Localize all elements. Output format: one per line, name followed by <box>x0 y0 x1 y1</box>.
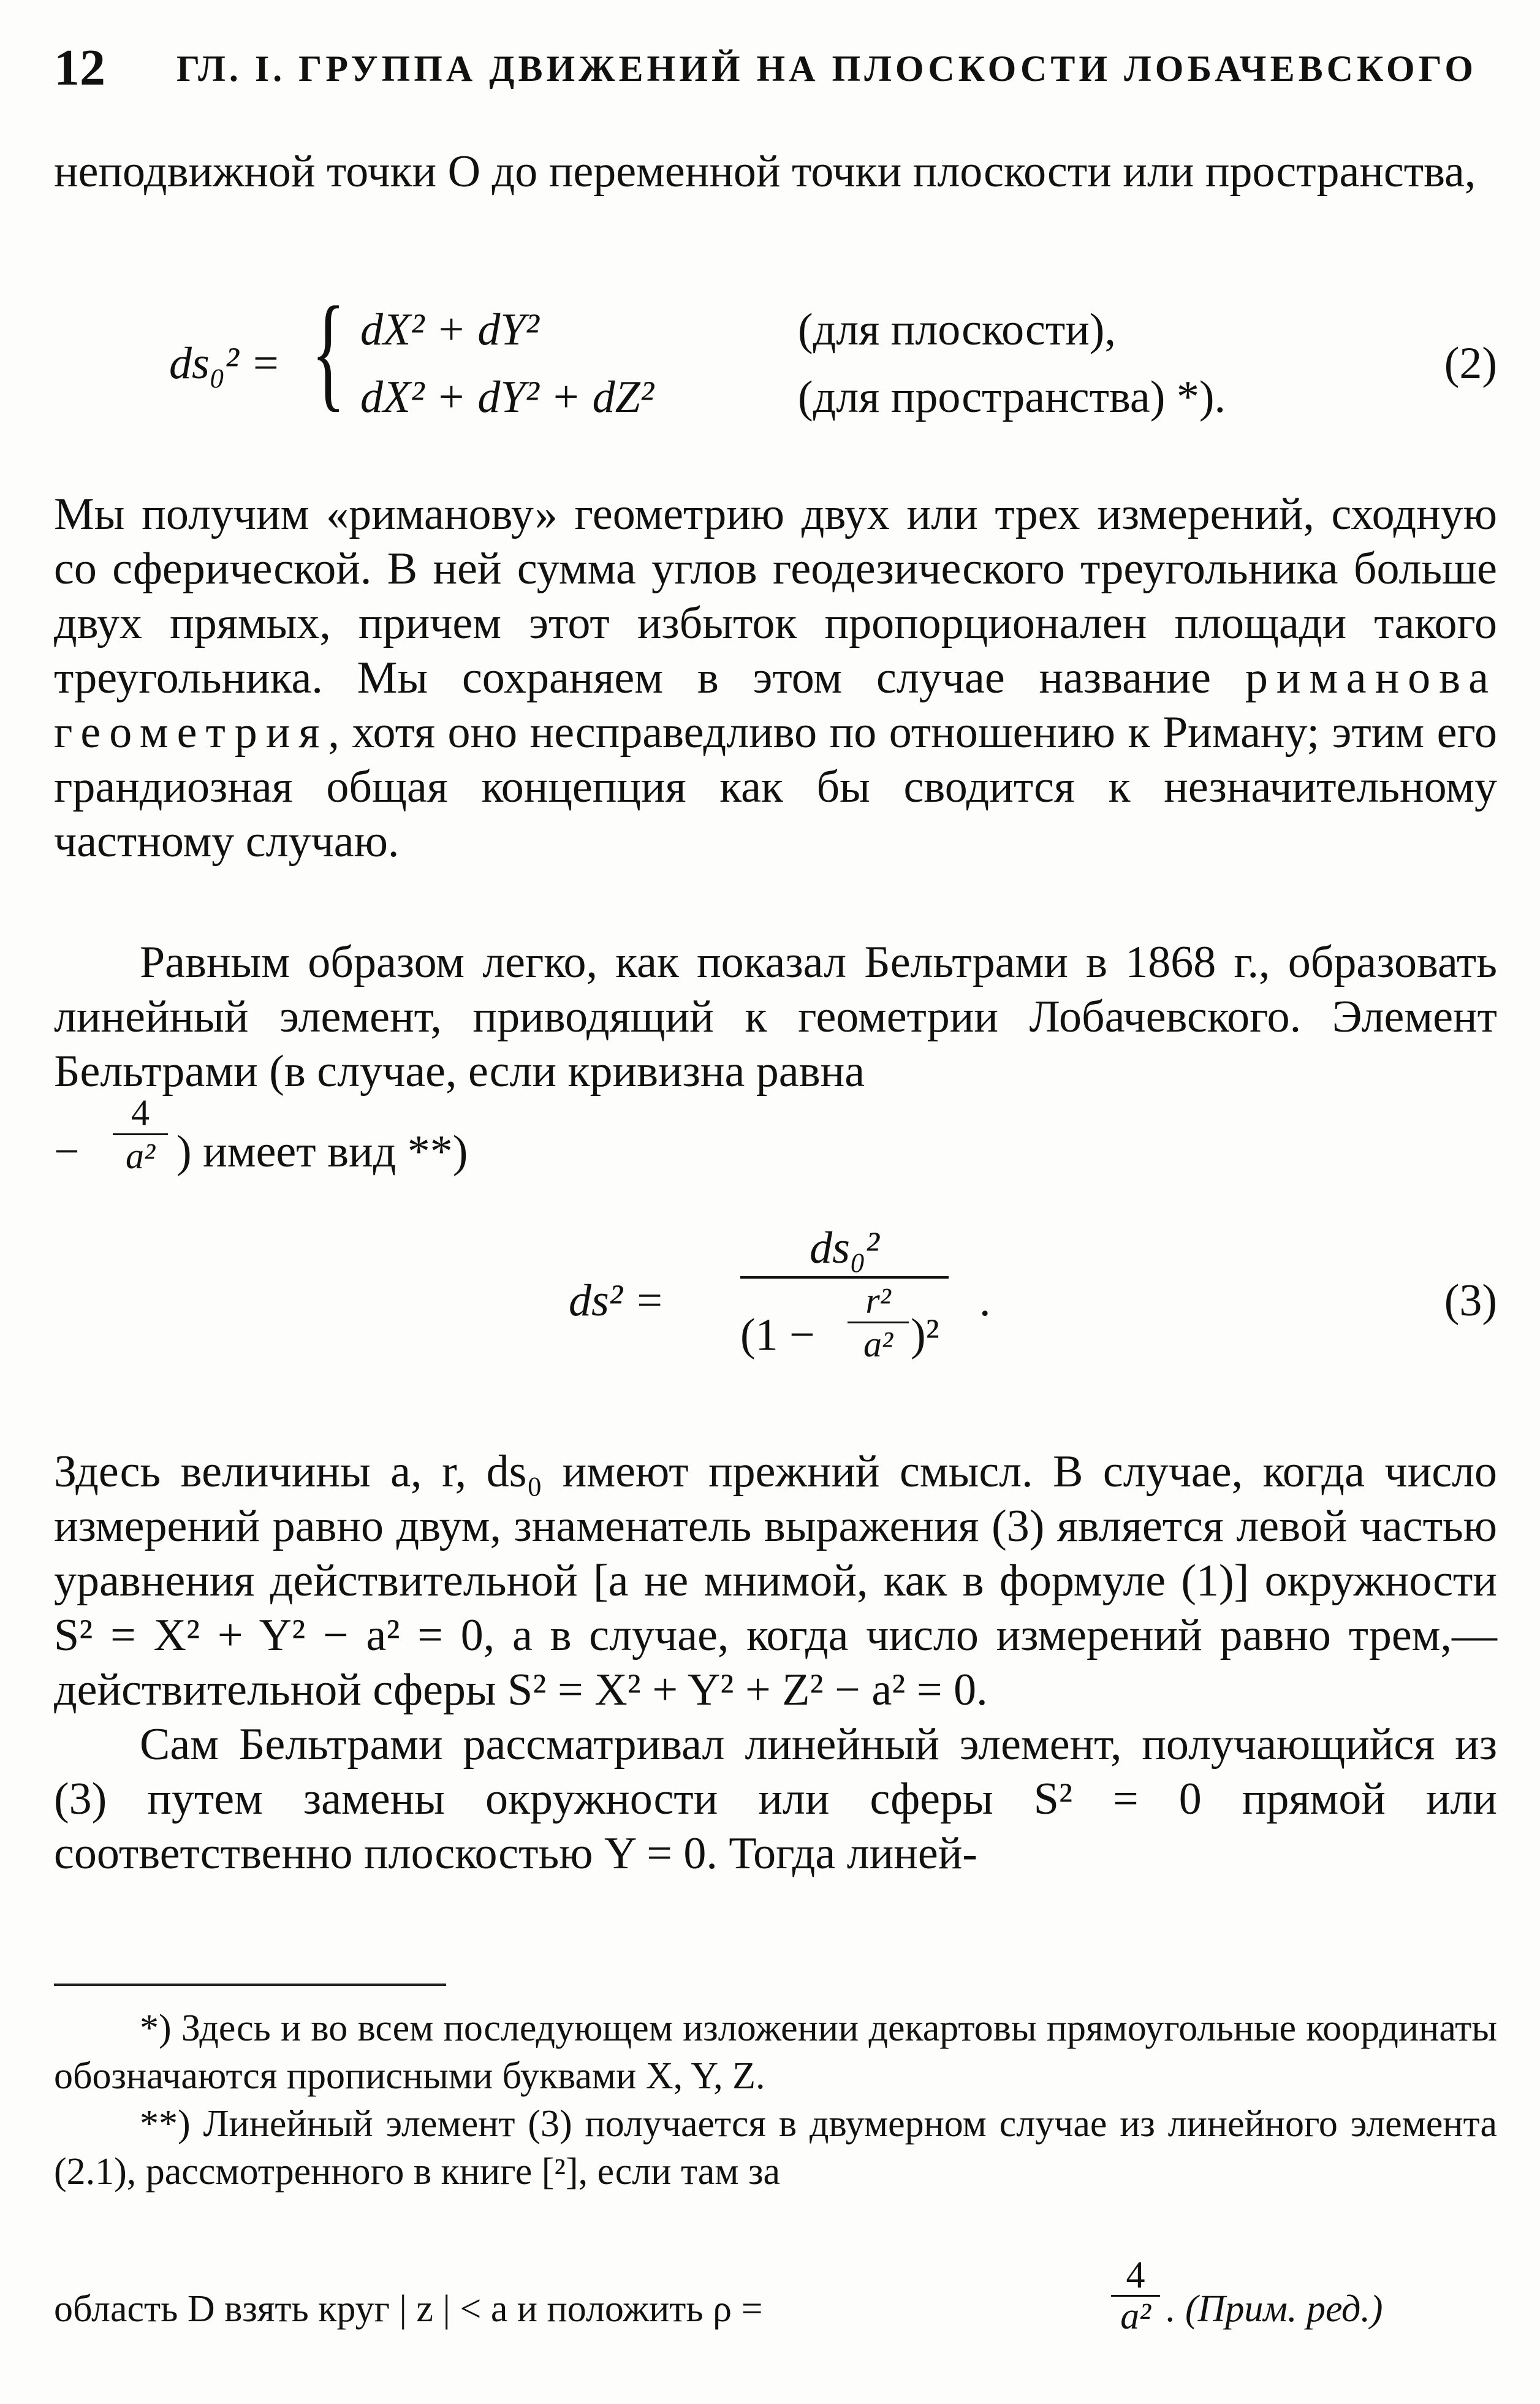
paragraph-2-spaced-term: риманова геометрия <box>54 653 1497 758</box>
paragraph-3 <box>54 935 1497 1184</box>
eq3-fraction <box>716 1220 973 1383</box>
paragraph-2-text-b: , хотя оно несправедливо по отношению к Риману; этим его грандиозная общая концепция как бы сводится к незначительному частному случаю. <box>54 707 1497 867</box>
paragraph-4-text: Здесь величины a, r, ds₀ имеют прежний смысл. В случае, когда число измерений равно двум, знаменатель выражения (3) является левой частью уравнения действительной [а не мнимой, как в формуле (1)] окружности S² = X² + Y² − a² = 0, а в случае, когда число измерений равно трем,— действительной сферы S² = X² + Y² + Z² − a² = 0. <box>54 1447 1497 1715</box>
footnote-2-frac-num: 4 <box>1126 2254 1145 2296</box>
eq2-line2-note: (для пространства) *). <box>798 372 1226 422</box>
eq3-den-frac-den: a² <box>863 1324 893 1364</box>
curvature-fraction <box>113 1092 168 1177</box>
footnote-2-last-text: область D взять круг | z | < a и положить ρ = <box>54 2288 763 2330</box>
eq2-number: (2) <box>1444 338 1497 389</box>
paragraph-1-text: неподвижной точки O до переменной точки плоскости или пространства, <box>54 146 1476 197</box>
paragraph-3-text: Равным образом легко, как показал Бельтрами в 1868 г., образовать линейный элемент, приводящий к геометрии Лобачевского. Элемент Бельтрами (в случае, если кривизна равна <box>54 937 1497 1097</box>
footnotes <box>54 2004 1497 2196</box>
footnote-2-fraction <box>1111 2256 1160 2336</box>
paragraph-5-text: Сам Бельтрами рассматривал линейный элемент, получающийся из (3) путем замены окружности или сферы S² = 0 прямой или соответственно плоскостью Y = 0. Тогда линей- <box>54 1719 1497 1879</box>
eq3-den-right: )² <box>911 1310 939 1360</box>
eq3-lhs: ds² = <box>569 1276 665 1326</box>
paragraph-2-text-a: Мы получим «риманову» геометрию двух или трех измерений, сходную со сферической. В ней сумма углов геодезического треугольника больше двух прямых, причем этот избыток пропорционален площади такого треугольника. Мы сохраняем в этом случае название <box>54 489 1497 703</box>
eq3-numerator: ds₀² <box>810 1223 879 1273</box>
eq3-den-frac-num: r² <box>865 1280 891 1321</box>
eq2-line1-note: (для плоскости), <box>798 305 1116 355</box>
page-header <box>54 38 1497 96</box>
paragraph-2 <box>54 487 1497 869</box>
paragraph-3-end: ) имеет вид **) <box>176 1127 468 1177</box>
footnote-2-last-line <box>54 2256 1497 2348</box>
curvature-sign: − <box>54 1127 80 1177</box>
curvature-den: a² <box>126 1136 155 1176</box>
eq3-denominator <box>716 1279 973 1383</box>
eq2-lhs: ds₀² = <box>169 338 281 389</box>
curvature-num: 4 <box>131 1092 150 1133</box>
equation-2 <box>54 281 1497 445</box>
footnote-1: *) Здесь и во всем последующем изложении декартовы прямоугольные координаты обозначаются прописными буквами X, Y, Z. <box>54 2007 1497 2097</box>
eq2-brace: { <box>311 281 346 423</box>
page-number: 12 <box>54 39 105 96</box>
eq3-den-left: (1 − <box>740 1310 815 1360</box>
footnote-2: **) Линейный элемент (3) получается в двумерном случае из линейного элемента (2.1), рассмотренного в книге [²], если там за <box>54 2103 1497 2193</box>
curvature-line <box>54 1092 1497 1184</box>
footnote-2-end: . (Прим. ред.) <box>1166 2288 1383 2330</box>
footnote-2-frac-den: a² <box>1120 2296 1151 2337</box>
paragraph-4-5 <box>54 1445 1497 1881</box>
footnote-divider <box>54 1984 446 1986</box>
eq2-line2-formula: dX² + dY² + dZ² <box>360 372 654 422</box>
paragraph-1 <box>54 145 1497 199</box>
equation-3 <box>54 1220 1497 1404</box>
eq2-line1-formula: dX² + dY² <box>360 305 539 355</box>
eq3-den-fraction <box>848 1280 909 1365</box>
eq3-number: (3) <box>1444 1276 1497 1326</box>
running-head: ГЛ. I. ГРУППА ДВИЖЕНИЙ НА ПЛОСКОСТИ ЛОБАЧЕВСКОГО <box>176 48 1477 89</box>
eq3-trail: . <box>979 1276 991 1326</box>
